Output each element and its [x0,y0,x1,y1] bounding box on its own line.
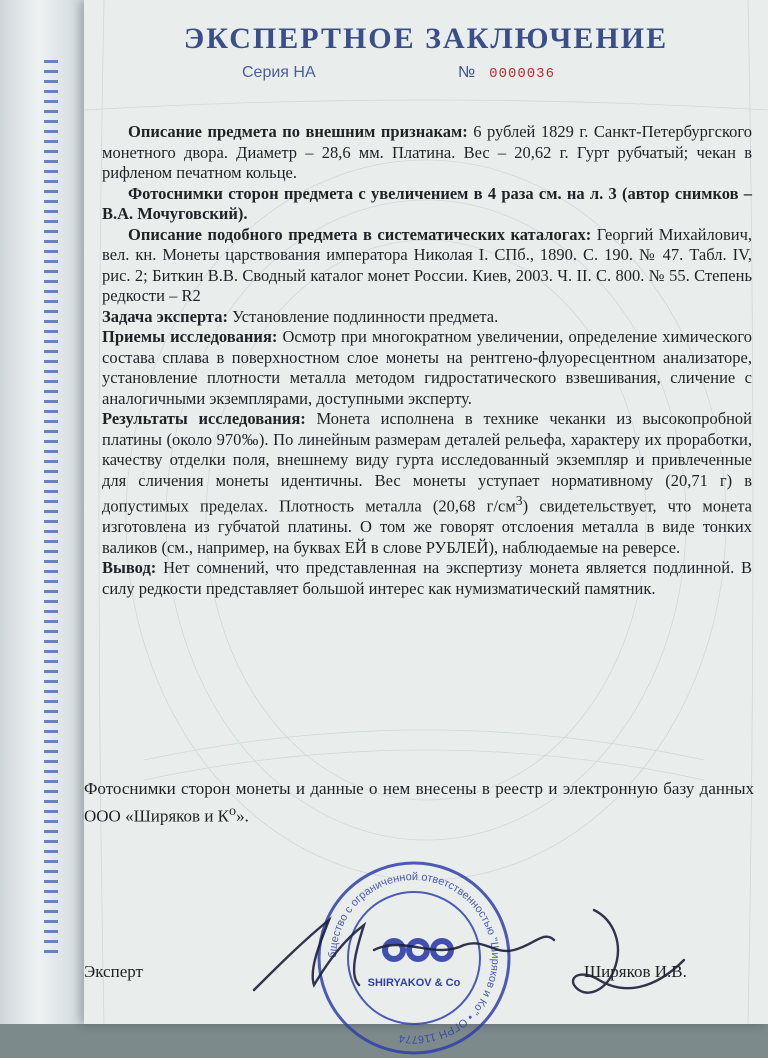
task-text: Установление подлинности предмета. [227,306,499,326]
methods-text: Осмотр при многократном увеличении, определение химического состава сплава в поверхностном слое монеты на рентгено-флуоресцентном анализаторе, установление плотности металла методом гидростатического взвешивания, сличение с аналогичными экземплярами, доступными эксперту. [102,327,752,408]
number-value: 0000036 [489,66,555,82]
registry-note-text-1: Фотоснимки сторон монеты и данные о нем внесены в реестр и электронную базу данных ООО «Ширяков и К [84,779,754,826]
results-text-2: ) свидетельствует, что монета изготовлена из губчатой платины. О том же говорят отслоения металла в виде тонких валиков (см., например, на буквах ЕЙ в слове РУБЛЕЙ), наблюдаемые на реверсе. [102,496,752,557]
methods-label: Приемы исследования: [102,327,278,346]
seal-center-text: SHIRYAKOV & Co [367,977,461,989]
section-conclusion [102,558,752,599]
conclusion-label: Вывод: [102,558,157,577]
catalogs-label: Описание подобного предмета в систематических каталогах: [128,224,592,244]
registry-note-sup: о [229,803,237,819]
expert-name: Ширяков И.В. [584,962,687,981]
document-number [458,64,555,82]
photos-label: Фотоснимки сторон предмета с увеличением в 4 раза см. на л. 3 (автор снимков – В.А. Мочуговский). [102,183,752,223]
section-task [102,307,752,328]
series-label: Серия НА [242,64,316,81]
certificate-content [84,0,768,1046]
binder-rings [44,60,58,960]
results-label: Результаты исследования: [102,409,306,428]
seal-ring-text: бщество с ограниченной ответственностью "Ширяков и Ко" • ОГРН 116774 [326,870,502,1046]
certificate-sheet [84,0,768,1046]
description-label: Описание предмета по внешним признакам: [128,122,468,141]
catalogs-text: Георгий Михайлович, вел. кн. Монеты царствования императора Николая I. СПб., 1890. С. 190. № 47. Табл. IV, рис. 2; Биткин В.В. Сводный каталог монет России. Киев, 2003. Ч. II. С. 800. № 55. Степень редкости – R2 [102,224,753,305]
registry-note-text-2: ». [236,806,249,826]
section-description [102,122,752,184]
task-label: Задача эксперта: [102,306,228,326]
expert-label: Эксперт [84,962,143,981]
document-title: ЭКСПЕРТНОЕ ЗАКЛЮЧЕНИЕ [183,22,669,55]
section-photos [102,184,752,225]
registry-note [84,778,754,828]
section-catalogs [102,225,752,307]
conclusion-text: Нет сомнений, что представленная на экспертизу монета является подлинной. В силу редкости представляет большой интерес как нумизматический памятник. [102,558,752,598]
description-text: 6 рублей 1829 г. Санкт-Петербургского монетного двора. Диаметр – 28,6 мм. Платина. Вес – 20,62 г. Гурт рубчатый; чекан в рифленом печатном кольце. [102,122,752,182]
certificate-body [102,122,752,599]
number-sign: № [458,64,476,81]
handwritten-signature [234,900,694,1010]
results-superscript: 3 [515,493,523,508]
section-methods [102,327,752,409]
binder-spine [0,0,96,1024]
results-text-1: Монета исполнена в технике чеканки из высокопробной платины (около 970‰). По линейным размерам деталей рельефа, характеру их проработки, качеству отделки поля, внешнему виду гурта исследованный экземпляр и привлеченные для сличения монеты идентичны. Вес монеты уступает нормативному (20,71 г) в допустимых пределах. Плотность металла (20,68 г/см [102,409,753,516]
section-results [102,409,752,558]
